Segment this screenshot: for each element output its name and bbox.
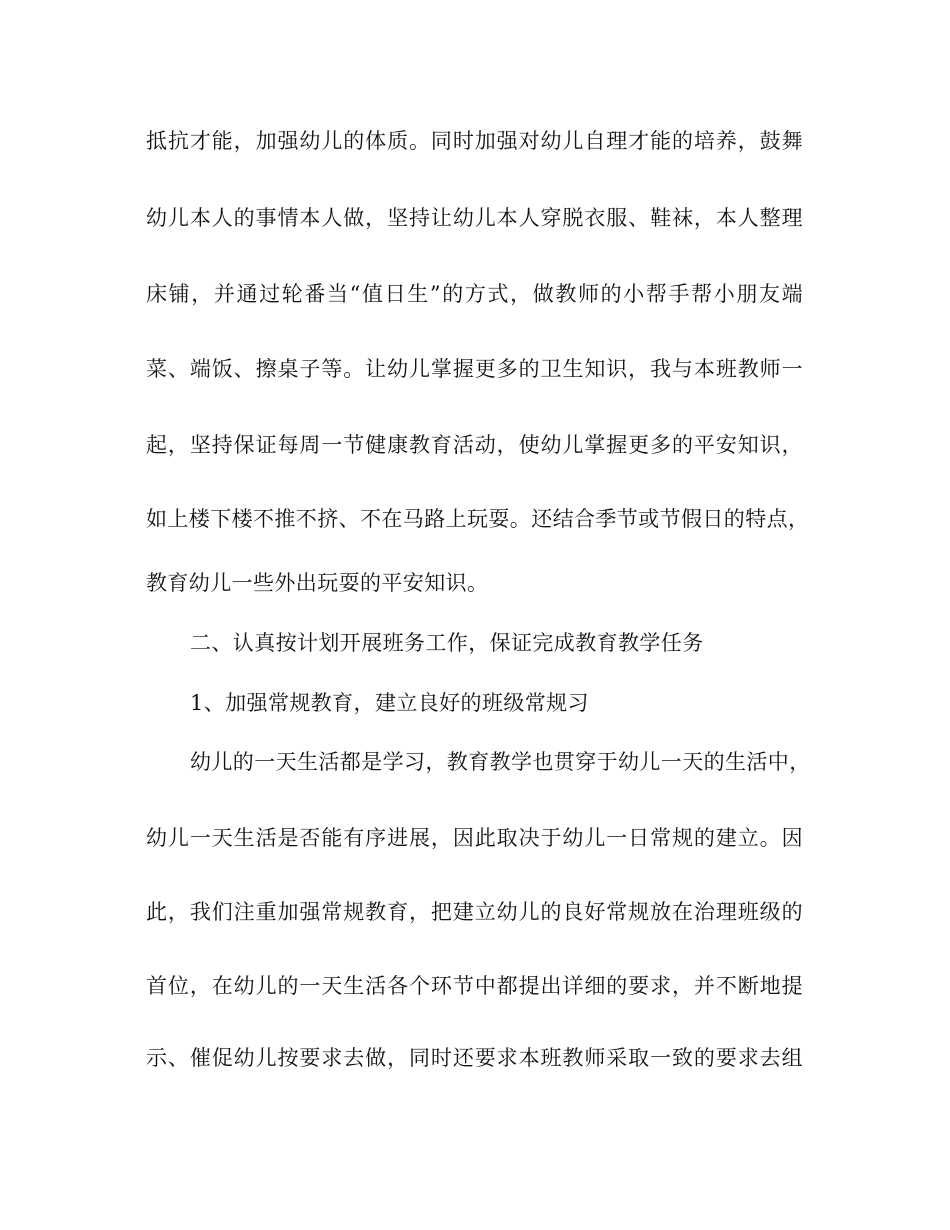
paragraph-line: 幼儿的一天生活都是学习，教育教学也贯穿于幼儿一天的生活中， <box>190 750 811 774</box>
paragraph-line: 菜、端饭、擦桌子等。让幼儿掌握更多的卫生知识，我与本班教师一 <box>146 357 803 381</box>
subsection-heading: 1、加强常规教育，建立良好的班级常规习 <box>190 691 589 715</box>
paragraph-line: 示、催促幼儿按要求去做，同时还要求本班教师采取一致的要求去组 <box>146 1046 803 1070</box>
section-heading: 二、认真按计划开展班务工作，保证完成教育教学任务 <box>190 631 704 655</box>
paragraph-line: 幼儿一天生活是否能有序进展，因此取决于幼儿一日常规的建立。因 <box>146 826 803 850</box>
paragraph-line: 教育幼儿一些外出玩耍的平安知识。 <box>146 571 489 595</box>
paragraph-line: 如上楼下楼不推不挤、不在马路上玩耍。还结合季节或节假日的特点， <box>146 507 810 531</box>
paragraph-line: 幼儿本人的事情本人做，坚持让幼儿本人穿脱衣服、鞋袜，本人整理 <box>146 206 803 230</box>
paragraph-line: 首位，在幼儿的一天生活各个环节中都提出详细的要求，并不断地提 <box>146 974 803 998</box>
paragraph-line: 抵抗才能，加强幼儿的体质。同时加强对幼儿自理才能的培养，鼓舞 <box>146 129 803 153</box>
paragraph-line: 床铺，并通过轮番当“值日生”的方式，做教师的小帮手帮小朋友端 <box>146 282 803 306</box>
paragraph-line: 起，坚持保证每周一节健康教育活动，使幼儿掌握更多的平安知识， <box>146 433 803 457</box>
paragraph-line: 此，我们注重加强常规教育，把建立幼儿的良好常规放在治理班级的 <box>146 900 803 924</box>
